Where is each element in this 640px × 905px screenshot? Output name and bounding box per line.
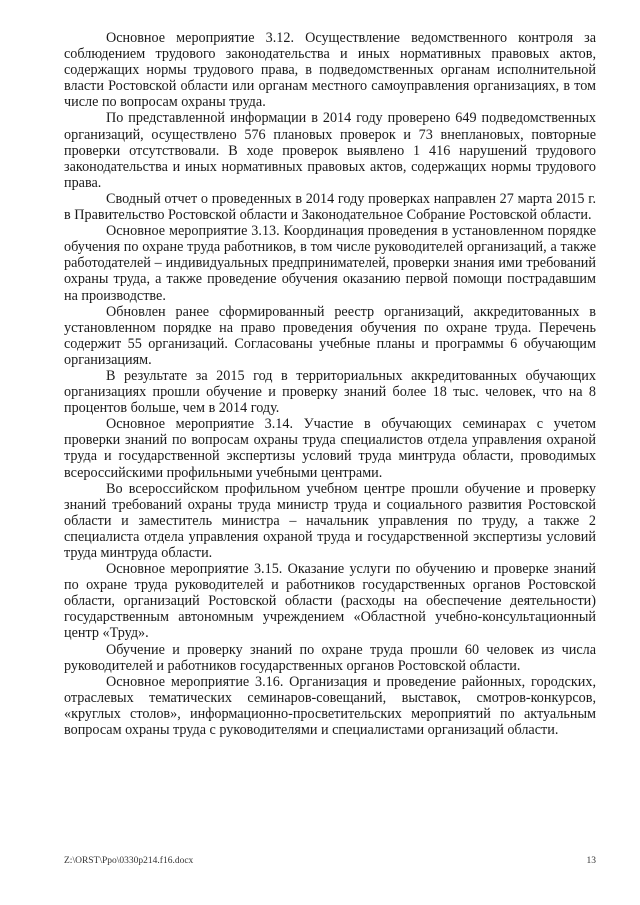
footer-file-path: Z:\ORST\Ppo\0330p214.f16.docx bbox=[64, 856, 194, 866]
footer-page-number: 13 bbox=[586, 856, 596, 866]
paragraph-all-russian-training: Во всероссийском профильном учебном центре прошли обучение и проверку знаний требований охраны труда министр труда и социального развития Ростовской области и заместитель министра – начальник управления по труду, а также 2 специалиста отдела управления охраной труда и государственной экспертизы условий труда минтруда области. bbox=[64, 480, 596, 561]
paragraph-inspections-2014: По представленной информации в 2014 году проверено 649 подведомственных организаций, осуществлено 576 плановых проверок и 73 внеплановых, повторные проверки отсутствовали. В ходе проверок выявлено 1 416 нарушений трудового законодательства и иных нормативных правовых актов, содержащих нормы трудового права. bbox=[64, 110, 596, 191]
paragraph-measure-3-15: Основное мероприятие 3.15. Оказание услуги по обучению и проверке знаний по охране труда руководителей и работников государственных органов Ростовской области, организаций Ростовской области (расходы на обеспечение деятельности) государственным автономным учреждением «Областной учебно-консультационный центр «Труд». bbox=[64, 561, 596, 642]
paragraph-measure-3-12: Основное мероприятие 3.12. Осуществление ведомственного контроля за соблюдением трудового законодательства и иных нормативных правовых актов, содержащих нормы трудового права, в подведомственных органам исполнительной власти Ростовской области или органам местного самоуправления организациях, в том числе по вопросам охраны труда. bbox=[64, 30, 596, 111]
paragraph-registry-update: Обновлен ранее сформированный реестр организаций, аккредитованных в установленном порядке на право проведения обучения по охране труда. Перечень содержит 55 организаций. Согласованы учебные планы и программы 6 обучающим организациям. bbox=[64, 303, 596, 368]
paragraph-training-60-people: Обучение и проверку знаний по охране труда прошли 60 человек из числа руководителей и работников государственных органов Ростовской области. bbox=[64, 641, 596, 674]
paragraph-training-results-2015: В результате за 2015 год в территориальных аккредитованных обучающих организациях прошли обучение и проверку знаний более 18 тыс. человек, что на 8 процентов больше, чем в 2014 году. bbox=[64, 367, 596, 417]
paragraph-summary-report: Сводный отчет о проведенных в 2014 году проверках направлен 27 марта 2015 г. в Правительство Ростовской области и Законодательное Собрание Ростовской области. bbox=[64, 190, 596, 224]
paragraph-measure-3-14: Основное мероприятие 3.14. Участие в обучающих семинарах с учетом проверки знаний по вопросам охраны труда специалистов отдела управления охраной труда и государственной экспертизы условий труда минтруда области, проводимых всероссийскими профильными учебными центрами. bbox=[64, 416, 596, 481]
document-page bbox=[64, 30, 596, 738]
paragraph-measure-3-13: Основное мероприятие 3.13. Координация проведения в установленном порядке обучения по охране труда работников, в том числе руководителей организаций, а также работодателей – индивидуальных предпринимателей, проверки знания ими требований охраны труда, а также проведение обучения оказанию первой помощи пострадавшим на производстве. bbox=[64, 223, 596, 304]
paragraph-measure-3-16: Основное мероприятие 3.16. Организация и проведение районных, городских, отраслевых тематических семинаров-совещаний, выставок, смотров-конкурсов, «круглых столов», информационно-просветительских мероприятий по актуальным вопросам охраны труда с руководителями и специалистами организаций области. bbox=[64, 673, 596, 739]
